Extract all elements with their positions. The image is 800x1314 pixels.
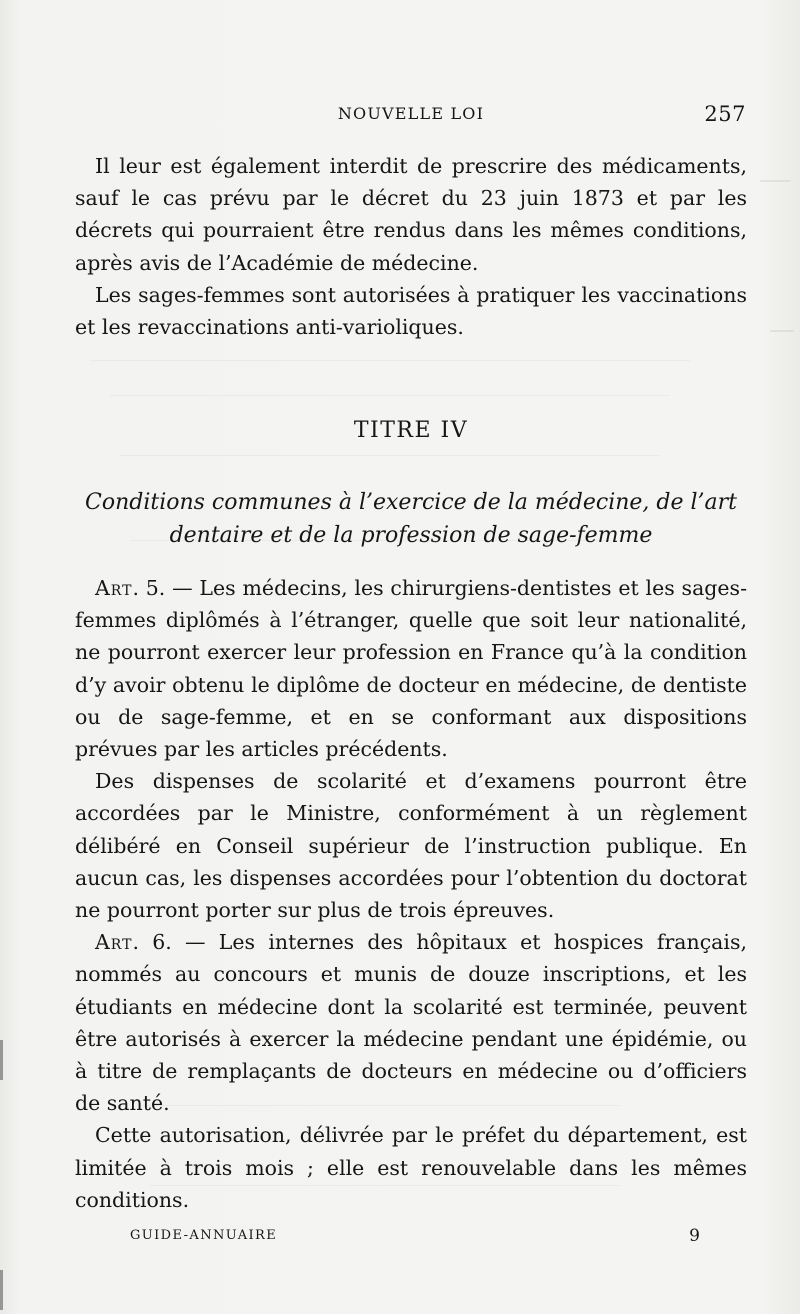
article-5-number: . 5. [132, 576, 166, 600]
sheet-number: 9 [689, 1226, 700, 1246]
article-6-number: . 6. [132, 930, 172, 955]
article-6-text: — Les internes des hôpitaux et hospices français, nommés au concours et munis de douze inscriptions, et les étudiants en médecine dont la scolarité est terminée, peuvent être autorisés à exercer la médecine pendant une épidémie, ou à titre de remplaçants de docteurs en médecine ou d’officiers de santé. [75, 930, 747, 1116]
articles [75, 572, 747, 1216]
paragraph-dispenses: Des dispenses de scolarité et d’examens pourront être accordées par le Ministre, conformément à un règlement délibéré en Conseil supérieur de l’instruction publique. En aucun cas, les dispenses accordées pour l’obtention du doctorat ne pourront porter sur plus de trois épreuves. [75, 769, 747, 923]
running-head [76, 102, 746, 128]
article-5 [75, 572, 747, 765]
article-6-label: Art [95, 930, 133, 955]
footer [130, 1226, 700, 1250]
running-title: NOUVELLE LOI [337, 104, 485, 123]
paragraph-autorisation: Cette autorisation, délivrée par le préfet du département, est limitée à trois mois ; elle est renouvelable dans les mêmes conditions. [75, 1123, 747, 1212]
article-6 [75, 926, 747, 1119]
section-title: TITRE IV [353, 418, 469, 443]
paragraph-prescription: Il leur est également interdit de prescrire des médicaments, sauf le cas prévu par le décret du 23 juin 1873 et par les décrets qui pourraient être rendus dans les mêmes conditions, après avis de l’Académie de médecine. [75, 154, 747, 275]
signature-mark: GUIDE-ANNUAIRE [130, 1228, 278, 1243]
article-5-label: Art [95, 576, 133, 600]
section-subtitle: Conditions communes à l’exercice de la médecine, de l’art dentaire et de la profession de sage-femme [84, 490, 738, 548]
article-5-text: — Les médecins, les chirurgiens-dentistes et les sages-femmes diplômés à l’étranger, quelle que soit leur nationalité, ne pourront exercer leur profession en France qu’à la condition d’y avoir obtenu le diplôme de docteur en médecine, de dentiste ou de sage-femme, et en se conformant aux dispositions prévues par les articles précédents. [75, 576, 748, 762]
page-number: 257 [704, 102, 746, 126]
intro-text [75, 150, 747, 343]
paragraph-vaccinations: Les sages-femmes sont autorisées à pratiquer les vaccinations et les revaccinations anti-varioliques. [75, 282, 747, 340]
